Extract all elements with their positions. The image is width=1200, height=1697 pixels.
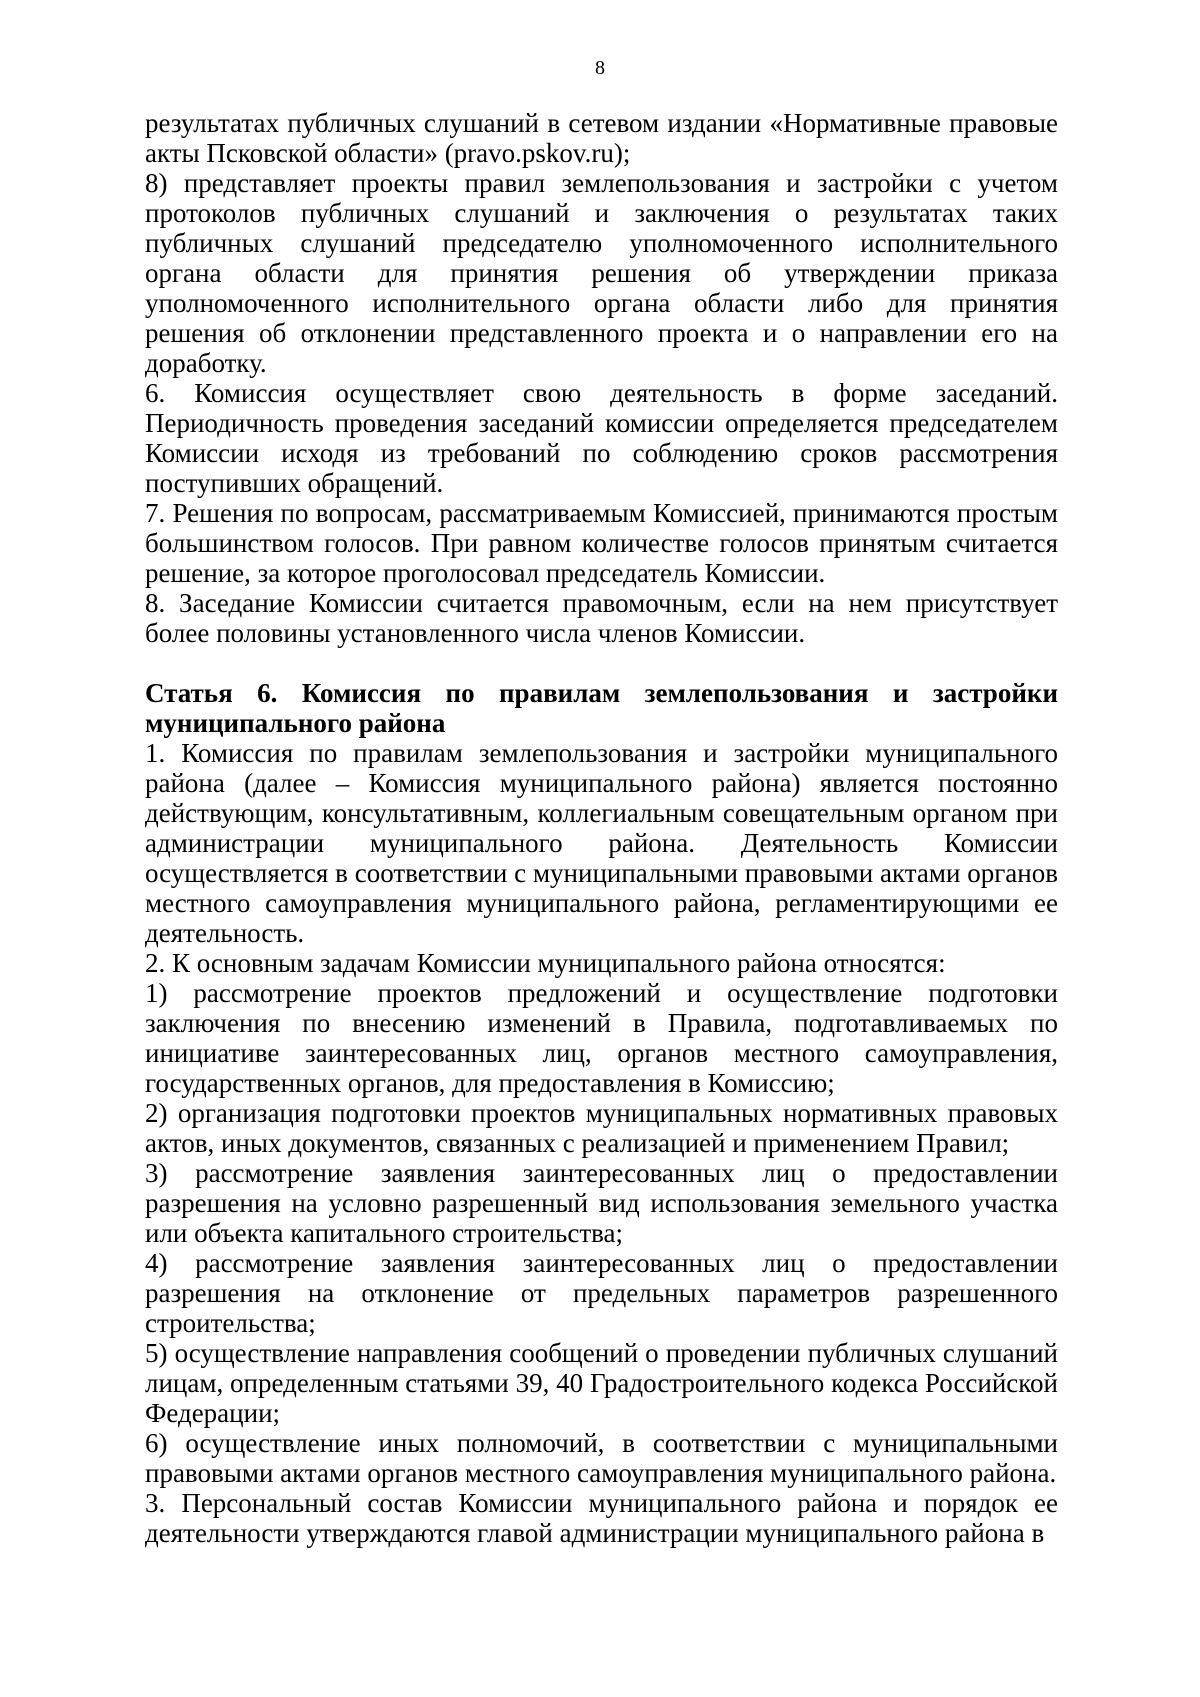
paragraph: 8) представляет проекты правил землепользования и застройки с учетом протоколов публичных слушаний и заключения о результатах таких публичных слушаний председателю уполномоченного исполнительного органа области для принятия решения об утверждении приказа уполномоченного исполнительного органа области либо для принятия решения об отклонении представленного проекта и о направлении его на доработку. xyxy=(145,168,1058,378)
article-paragraph: 2. К основным задачам Комиссии муниципального района относятся: xyxy=(145,948,946,978)
paragraph: 6. Комиссия осуществляет свою деятельность в форме заседаний. Периодичность проведения заседаний комиссии определяется председателем Комиссии исходя из требований по соблюдению сроков рассмотрения поступивших обращений. xyxy=(145,378,1058,498)
page-number: 8 xyxy=(595,57,605,79)
article-paragraph: 3. Персональный состав Комиссии муниципального района и порядок ее деятельности утверждаются главой администрации муниципального района в xyxy=(145,1488,1058,1548)
document-body xyxy=(145,108,1058,1548)
list-item: 6) осуществление иных полномочий, в соответствии с муниципальными правовыми актами органов местного самоуправления муниципального района. xyxy=(145,1428,1058,1488)
article-heading: Статья 6. Комиссия по правилам землепользования и застройки муниципального района xyxy=(145,678,1058,738)
article-paragraph: 1. Комиссия по правилам землепользования и застройки муниципального района (далее – Комиссия муниципального района) является постоянно действующим, консультативным, коллегиальным совещательным органом при администрации муниципального района. Деятельность Комиссии осуществляется в соответствии с муниципальными правовыми актами органов местного самоуправления муниципального района, регламентирующими ее деятельность. xyxy=(145,738,1058,948)
paragraph: 7. Решения по вопросам, рассматриваемым Комиссией, принимаются простым большинством голосов. При равном количестве голосов принятым считается решение, за которое проголосовал председатель Комиссии. xyxy=(145,498,1058,588)
list-item: 5) осуществление направления сообщений о проведении публичных слушаний лицам, определенным статьями 39, 40 Градостроительного кодекса Российской Федерации; xyxy=(145,1338,1058,1428)
list-item: 3) рассмотрение заявления заинтересованных лиц о предоставлении разрешения на условно разрешенный вид использования земельного участка или объекта капитального строительства; xyxy=(145,1158,1058,1248)
paragraph: результатах публичных слушаний в сетевом издании «Нормативные правовые акты Псковской области» (pravo.pskov.ru); xyxy=(145,108,1058,168)
paragraph: 8. Заседание Комиссии считается правомочным, если на нем присутствует более половины установленного числа членов Комиссии. xyxy=(145,588,1058,648)
list-item: 4) рассмотрение заявления заинтересованных лиц о предоставлении разрешения на отклонение от предельных параметров разрешенного строительства; xyxy=(145,1248,1058,1338)
list-item: 2) организация подготовки проектов муниципальных нормативных правовых актов, иных документов, связанных с реализацией и применением Правил; xyxy=(145,1098,1058,1158)
list-item: 1) рассмотрение проектов предложений и осуществление подготовки заключения по внесению изменений в Правила, подготавливаемых по инициативе заинтересованных лиц, органов местного самоуправления, государственных органов, для предоставления в Комиссию; xyxy=(145,978,1058,1098)
